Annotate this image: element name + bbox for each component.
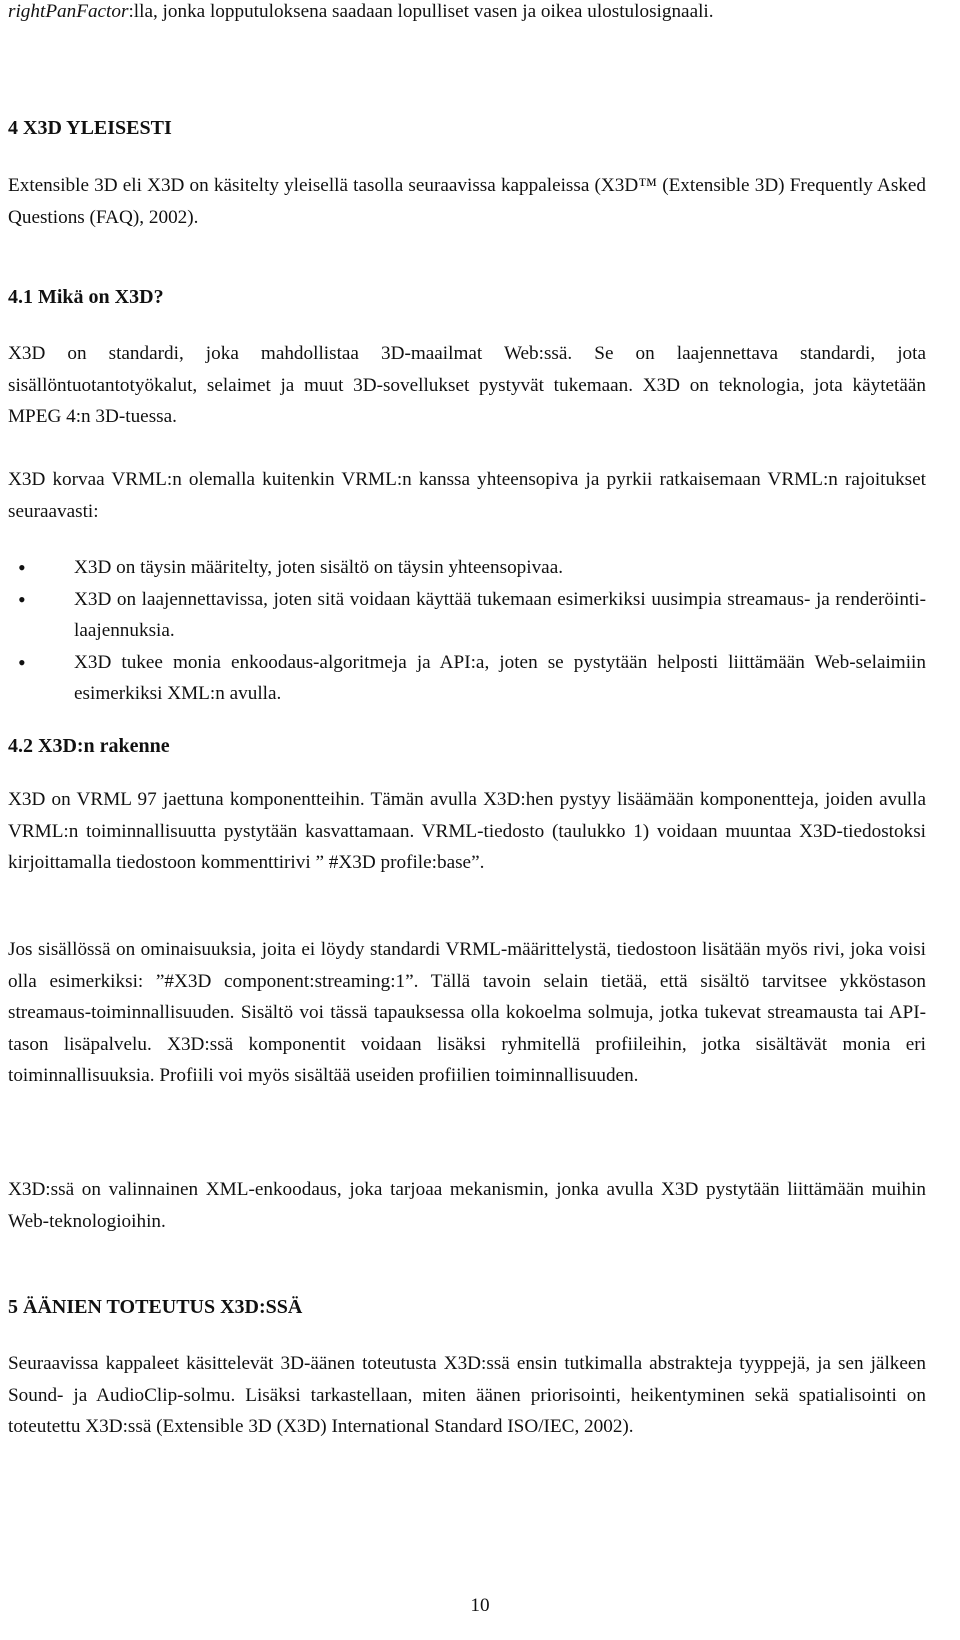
section-4-heading: 4 X3D YLEISESTI <box>8 117 172 139</box>
intro-text: :lla, jonka lopputuloksena saadaan lopulliset vasen ja oikea ulostulosignaali. <box>128 1 714 22</box>
section-5-heading: 5 ÄÄNIEN TOTEUTUS X3D:SSÄ <box>8 1296 303 1318</box>
section-4-1-paragraph-2: X3D korvaa VRML:n olemalla kuitenkin VRML:n kanssa yhteensopiva ja pyrkii ratkaisemaan VRML:n rajoitukset seuraavasti: <box>8 469 926 522</box>
list-item-text: X3D on laajennettavissa, joten sitä voidaan käyttää tukemaan esimerkiksi uusimpia streamaus- ja renderöinti-laajennuksia. <box>74 588 926 642</box>
bullet-icon: • <box>18 555 26 580</box>
list-item-text: X3D on täysin määritelty, joten sisältö on täysin yhteensopivaa. <box>74 557 564 578</box>
section-4-1-heading: 4.1 Mikä on X3D? <box>8 286 164 308</box>
bullet-icon: • <box>18 586 26 612</box>
section-5-paragraph: Seuraavissa kappaleet käsittelevät 3D-äänen toteutusta X3D:ssä ensin tutkimalla abstrakteja tyyppejä, ja sen jälkeen Sound- ja AudioClip-solmu. Lisäksi tarkastellaan, miten äänen priorisointi, heikentyminen sekä spatialisointi on toteutettu X3D:ssä (Extensible 3D (X3D) International Standard ISO/IEC, 2002). <box>8 1353 926 1438</box>
list-item <box>8 584 926 647</box>
section-4-2-paragraph-1: X3D on VRML 97 jaettuna komponentteihin. Tämän avulla X3D:hen pystyy lisäämään komponentteja, joiden avulla VRML:n toiminnallisuutta pystytään kasvattamaan. VRML-tiedosto (taulukko 1) voidaan muuntaa X3D-tiedostoksi kirjoittamalla tiedostoon kommenttirivi ” #X3D profile:base”. <box>8 789 926 874</box>
list-item-text: X3D tukee monia enkoodaus-algoritmeja ja API:a, joten se pystytään helposti liittämään Web-selaimiin esimerkiksi XML:n avulla. <box>74 651 926 705</box>
list-item <box>8 647 926 710</box>
section-4-2-paragraph-3: X3D:ssä on valinnainen XML-enkoodaus, joka tarjoaa mekanismin, jonka avulla X3D pystytään liittämään muihin Web-teknologioihin. <box>8 1179 926 1232</box>
features-list <box>8 552 926 710</box>
intro-paragraph <box>8 0 926 28</box>
italic-term: rightPanFactor <box>8 1 129 22</box>
section-4-2-paragraph-2: Jos sisällössä on ominaisuuksia, joita ei löydy standardi VRML-määrittelystä, tiedostoon lisätään myös rivi, joka voisi olla esimerkiksi: ”#X3D component:streaming:1”. Tällä tavoin selain tietää, että sisältö tarvitsee ykköstason streamaus-toiminnallisuuden. Sisältö voi tässä tapauksessa olla kokoelma solmuja, jotka tukevat streamausta tai API-tason lisäpalvelu. X3D:ssä komponentit voidaan lisäksi ryhmitellä profiileihin, jotka sisältävät monia eri toiminnallisuuksia. Profiili voi myös sisältää useiden profiilien toiminnallisuuden. <box>8 939 926 1087</box>
section-4-paragraph: Extensible 3D eli X3D on käsitelty yleisellä tasolla seuraavissa kappaleissa (X3D™ (Extensible 3D) Frequently Asked Questions (FAQ), 2002). <box>8 175 926 228</box>
section-4-2-heading: 4.2 X3D:n rakenne <box>8 735 170 757</box>
bullet-icon: • <box>18 649 26 675</box>
section-4-1-paragraph-1: X3D on standardi, joka mahdollistaa 3D-maailmat Web:ssä. Se on laajennettava standardi, jota sisällöntuotantotyökalut, selaimet ja muut 3D-sovellukset pystyvät tukemaan. X3D on teknologia, jota käytetään MPEG 4:n 3D-tuessa. <box>8 343 926 428</box>
page-number: 10 <box>470 1595 490 1616</box>
list-item <box>8 552 926 584</box>
